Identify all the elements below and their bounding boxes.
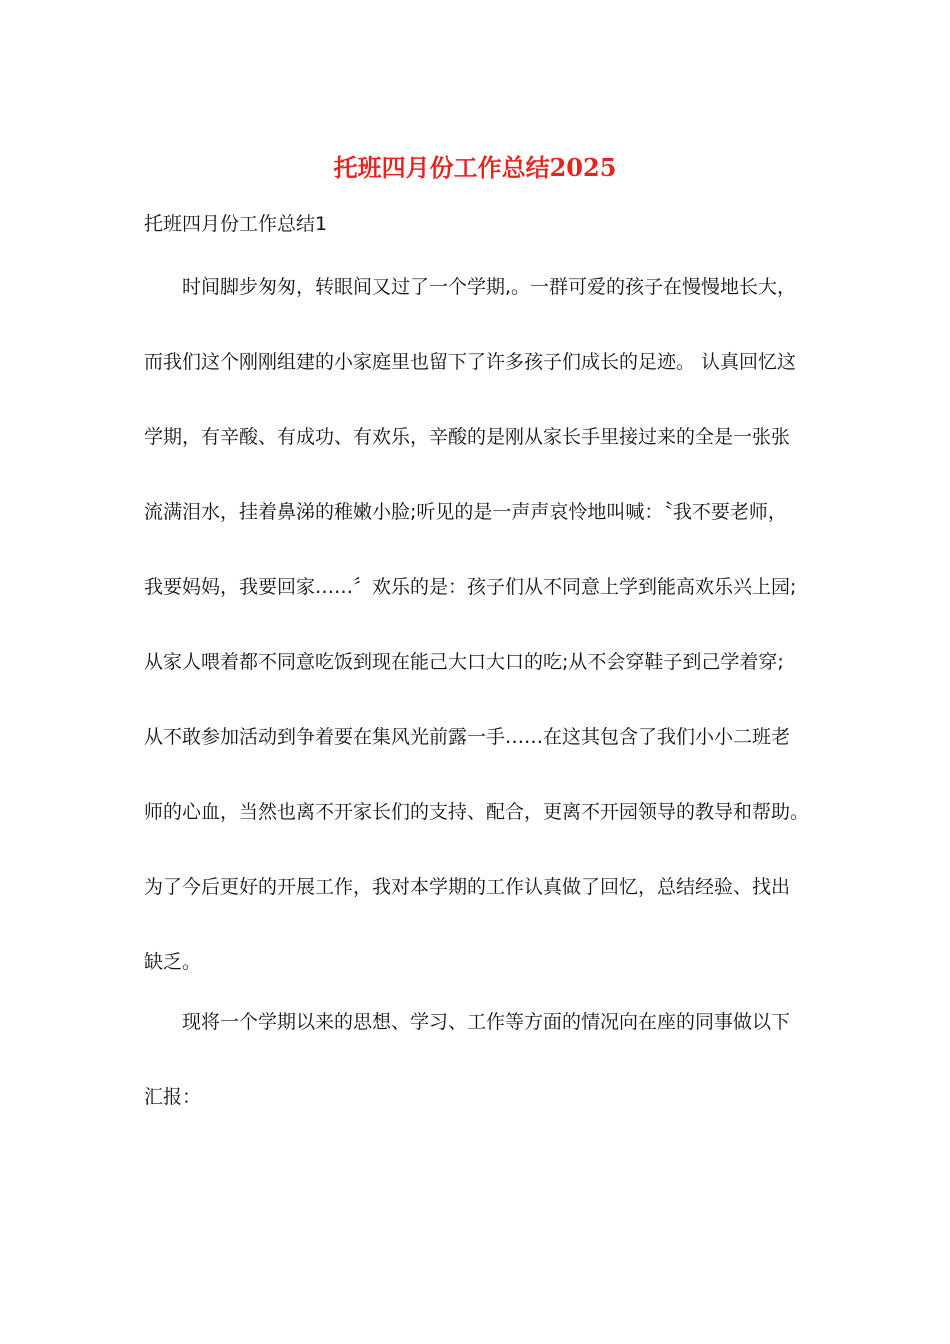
paragraph-1-line: 师的心血，当然也离不开家长们的支持、配合，更离不开园领导的教导和帮助。	[144, 801, 810, 823]
paragraph-2	[144, 1007, 814, 1157]
paragraph-1-line: 而我们这个刚刚组建的小家庭里也留下了许多孩子们成长的足迹。 认真回忆这	[144, 351, 797, 373]
paragraph-1-line: 从家人喂着都不同意吃饭到现在能己大口大口的吃;从不会穿鞋子到己学着穿;	[144, 651, 784, 673]
paragraph-1-line: 为了今后更好的开展工作，我对本学期的工作认真做了回忆，总结经验、找出	[144, 876, 791, 898]
paragraph-2-line: 现将一个学期以来的思想、学习、工作等方面的情况向在座的同事做以下	[182, 1011, 791, 1033]
paragraph-1-line: 流满泪水，挂着鼻涕的稚嫩小脸;听见的是一声声哀怜地叫喊：〝我不要老师，	[144, 501, 787, 523]
document-title: 托班四月份工作总结2025	[333, 153, 617, 182]
paragraph-2-line: 汇报：	[144, 1086, 202, 1108]
paragraph-1-line: 我要妈妈，我要回家……〞欢乐的是：孩子们从不同意上学到能高欢乐兴上园;	[144, 576, 797, 598]
paragraph-1-line: 从不敢参加活动到争着要在集风光前露一手……在这其包含了我们小小二班老	[144, 726, 791, 748]
paragraph-1-line: 缺乏。	[144, 951, 202, 973]
section-heading: 托班四月份工作总结1	[144, 213, 328, 235]
paragraph-1-line: 时间脚步匆匆，转眼间又过了一个学期,。一群可爱的孩子在慢慢地长大，	[182, 276, 797, 298]
paragraph-1-line: 学期，有辛酸、有成功、有欢乐，辛酸的是刚从家长手里接过来的全是一张张	[144, 426, 791, 448]
paragraph-1	[144, 272, 814, 1022]
